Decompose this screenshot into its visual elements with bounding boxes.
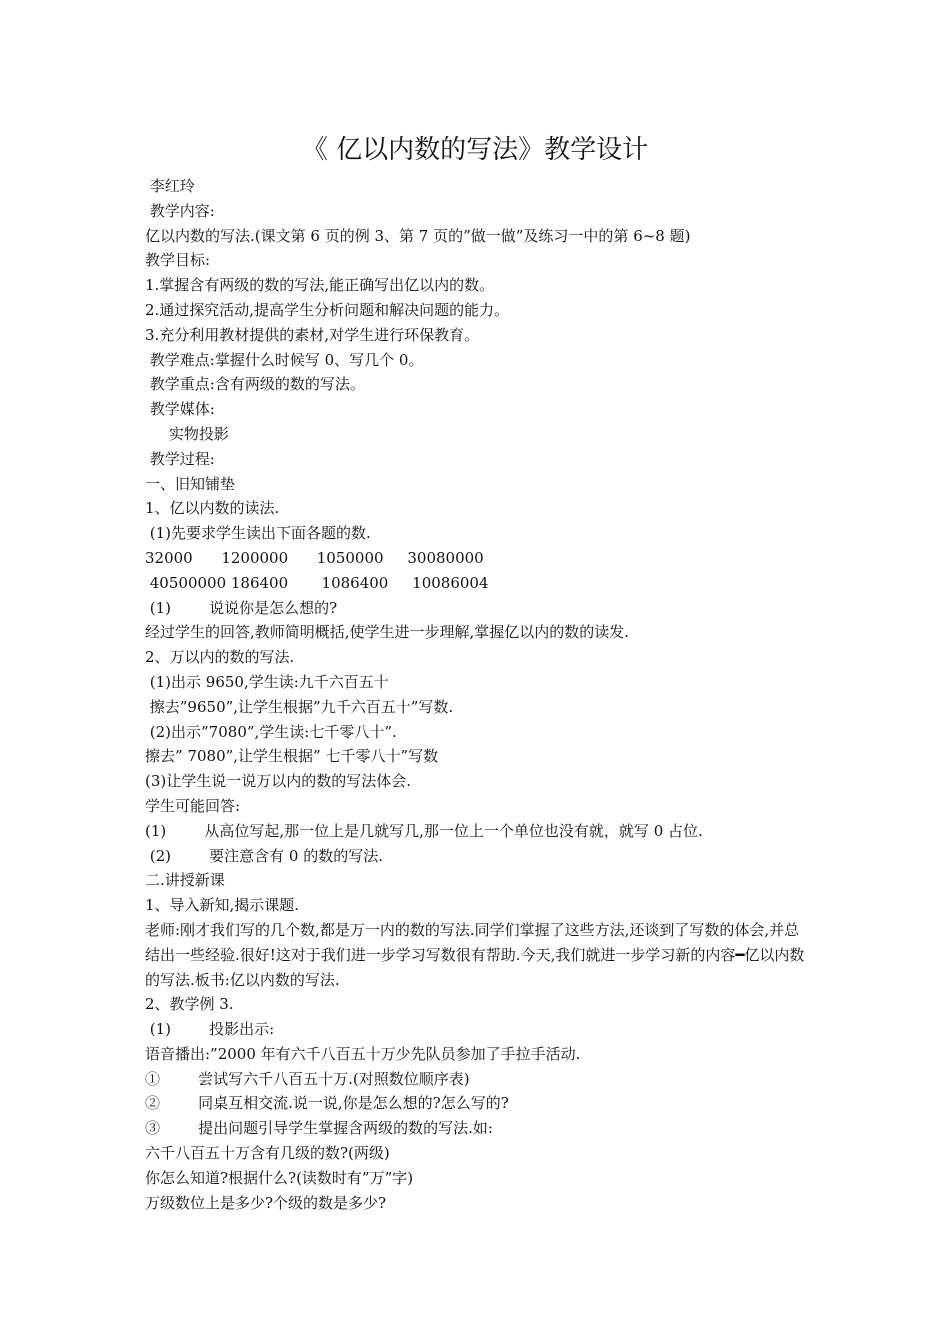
document-title: 《 亿以内数的写法》教学设计 <box>301 135 649 165</box>
text-line: 教学内容: <box>145 201 215 220</box>
text-line: ③ 提出问题引导学生掌握含两级的数的写法.如: <box>145 1119 493 1138</box>
text-line: 亿以内数的写法.(课文第 6 页的例 3、第 7 页的”做一做”及练习一中的第 6~8 题) <box>145 226 691 245</box>
section-heading: 二.讲授新课 <box>145 871 225 890</box>
text-line: 万级数位上是多少?个级的数是多少? <box>145 1193 387 1212</box>
text-line: (3)让学生说一说万以内的数的写法体会. <box>145 772 412 791</box>
text-line: (1) 投影出示: <box>145 1020 275 1039</box>
section-heading: 一、旧知铺垫 <box>145 474 236 493</box>
text-line: ① 尝试写六千八百五十万.(对照数位顺序表) <box>145 1069 470 1088</box>
text-line: 教学媒体: <box>145 400 215 419</box>
text-line: 语音播出:”2000 年有六千八百五十万少先队员参加了手拉手活动. <box>145 1044 581 1063</box>
text-line: 擦去”9650”,让学生根据”九千六百五十”写数. <box>145 697 454 716</box>
text-line: 2.通过探究活动,提高学生分析问题和解决问题的能力。 <box>145 300 510 319</box>
text-line: 你怎么知道?根据什么?(读数时有”万”字) <box>145 1168 414 1187</box>
text-line: 实物投影 <box>145 424 229 443</box>
text-line: (1) 从高位写起,那一位上是几就写几,那一位上一个单位也没有就，就写 0 占位. <box>145 821 703 840</box>
text-line: (2) 要注意含有 0 的数的写法. <box>145 846 384 865</box>
text-line: 2、万以内的数的写法. <box>145 648 295 667</box>
text-line: 教学过程: <box>145 449 215 468</box>
text-line: 2、教学例 3. <box>145 995 234 1014</box>
text-line: (1) 说说你是怎么想的? <box>145 598 338 617</box>
text-line: ② 同桌互相交流.说一说,你是怎么想的?怎么写的? <box>145 1094 509 1113</box>
text-line: 擦去” 7080”,让学生根据” 七千零八十”写数 <box>145 747 439 766</box>
text-line: 1、导入新知,揭示课题. <box>145 896 300 915</box>
text-line: 教学目标: <box>145 251 211 270</box>
author-line: 李红玲 <box>145 177 195 195</box>
number-row: 40500000 186400 1086400 10086004 <box>145 573 489 592</box>
text-line: 六千八百五十万含有几级的数?(两级) <box>145 1144 390 1163</box>
teacher-paragraph: 老师:刚才我们写的几个数,都是万一内的数的写法.同学们掌握了这些方法,还谈到了写数的体会,并总结出一些经验.很好!这对于我们进一步学习写数很有帮助.今天,我们就进一步学习新的内容━亿以内数的写法.板书:亿以内数的写法. <box>145 920 805 989</box>
text-line: 1、亿以内数的读法. <box>145 499 280 518</box>
number-row: 32000 1200000 1050000 30080000 <box>145 548 484 567</box>
text-line: 教学重点:含有两级的数的写法。 <box>145 375 365 394</box>
text-line: (2)出示”7080”,学生读:七千零八十”. <box>145 722 397 741</box>
text-line: 教学难点:掌握什么时候写 0、写几个 0。 <box>145 350 424 369</box>
text-line: 3.充分利用教材提供的素材,对学生进行环保教育。 <box>145 325 480 344</box>
document-body <box>145 174 815 1215</box>
text-line: 学生可能回答: <box>145 796 241 815</box>
text-line: 经过学生的回答,教师简明概括,使学生进一步理解,掌握亿以内的数的读发. <box>145 623 630 642</box>
text-line: 1.掌握含有两级的数的写法,能正确写出亿以内的数。 <box>145 276 495 295</box>
text-line: (1)先要求学生读出下面各题的数. <box>145 524 371 543</box>
text-line: (1)出示 9650,学生读:九千六百五十 <box>145 672 389 691</box>
